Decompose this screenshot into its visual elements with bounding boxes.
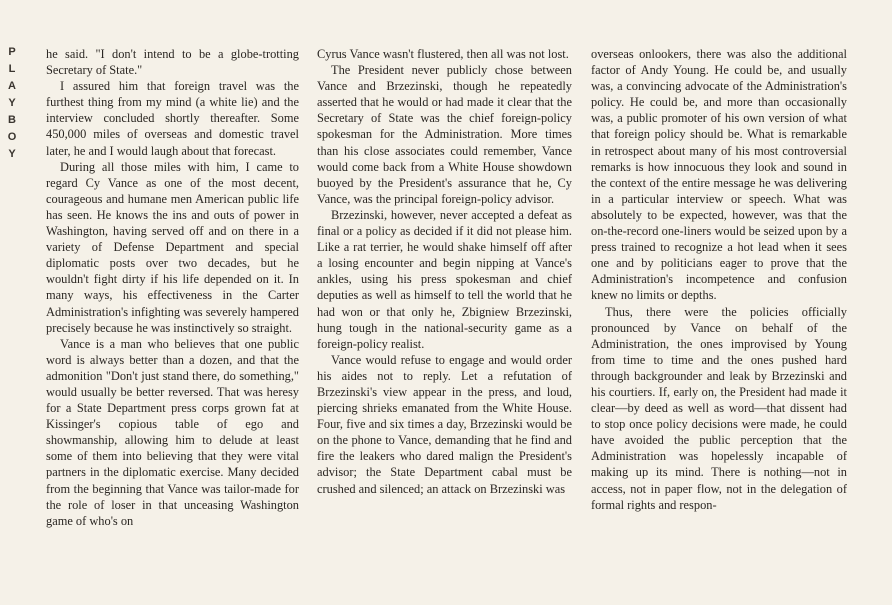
text-column-2 [317,46,572,497]
text-column-3 [591,46,847,513]
magazine-sidebar-label [6,44,18,163]
sidebar-letter: B [8,114,16,126]
paragraph: Thus, there were the policies officially pronounced by Vance on behalf of the Administration, the ones improvised by Young from time to time and the ones pushed hard through backgrounder and leak by Brzezinski and his courtiers. If, early on, the President had made it clear—by deed as well as word—that dissent had to stop once policy decisions were made, he could have avoided the public perception that the Administration was hopelessly incapable of making up its mind. There is nothing—not in access, not in paper flow, not in the delegation of formal rights and respon- [591,304,847,512]
text-column-1 [46,46,299,529]
sidebar-letter: Y [8,97,16,109]
paragraph: he said. "I don't intend to be a globe-trotting Secretary of State." [46,47,299,78]
sidebar-letter: Y [8,148,16,160]
paragraph: The President never publicly chose between Vance and Brzezinski, though he repeatedly asserted that he would or had made it clear that the Secretary of State was the chief foreign-policy spokesman for the Administration. More times than his close associates could remember, Vance would come back from a White House showdown buoyed by the President's assurance that he, Cy Vance, was the principal foreign-policy advisor. [317,63,572,206]
paragraph: Vance would refuse to engage and would order his aides not to reply. Let a refutation of Brzezinski's view appear in the press, and loud, piercing shrieks emanated from the White House. Four, five and six times a day, Brzezinski would be on the phone to Vance, demanding that he find and fire the leakers who dared malign the President's advisor; the State Department cabal must be crushed and silenced; an attack on Brzezinski was [317,352,572,496]
paragraph: I assured him that foreign travel was the furthest thing from my mind (a white lie) and the interview concluded shortly thereafter. Some 450,000 miles of overseas and domestic travel later, he and I would laugh about that forecast. [46,79,299,158]
paragraph: Vance is a man who believes that one public word is always better than a dozen, and that the admonition "Don't just stand there, do something," would usually be better reversed. That was heresy for a State Department press corps grown fat at Kissinger's copious table of ego and showmanship, allowing him to delude at least some of them into believing that they were vital partners in the diplomatic exercise. Many decided from the beginning that Vance was tailor-made for the role of loser in that unceasing Washington game of who's on [46,336,299,528]
paragraph: During all those miles with him, I came to regard Cy Vance as one of the most decent, courageous and humane men American public life has seen. He knows the ins and outs of power in Washington, having served off and on there in a variety of Defense Department and special diplomatic posts over two decades, but he wouldn't fight dirty if his life depended on it. In many ways, his effectiveness in the Carter Administration's infighting was severely hampered precisely because he was instinctively so straight. [46,159,299,335]
sidebar-letter: P [8,46,16,58]
sidebar-letter: O [7,131,17,143]
paragraph: overseas onlookers, there was also the additional factor of Andy Young. He could be, and usually was, a convincing advocate of the Administration's policy. He could be, and more than occasionally was, a public promoter of his own version of what that foreign policy should be. What is remarkable in retrospect about many of his most controversial remarks is how innocuous they look and sound in the context of the entire message he was delivering in a particular interview or speech. What was absolutely to be expected, however, was that the on-the-record one-liners would be seized upon by a press trained to recognize a hot lead when it sees one and by politicians eager to prove that the Administration's incompetence and confusion knew no limits or depths. [591,47,847,303]
sidebar-letter: L [8,63,16,75]
sidebar-letter: A [8,80,16,92]
paragraph: Cyrus Vance wasn't flustered, then all was not lost. [317,47,569,61]
paragraph: Brzezinski, however, never accepted a defeat as final or a policy as decided if it did not please him. Like a rat terrier, he would shake himself off after a losing encounter and begin nipping at Vance's ankles, using his press spokesman and chief deputies as well as himself to tell the world that he had won or that only he, Zbigniew Brzezinski, hung tough in the national-security game as a foreign-policy realist. [317,207,572,351]
